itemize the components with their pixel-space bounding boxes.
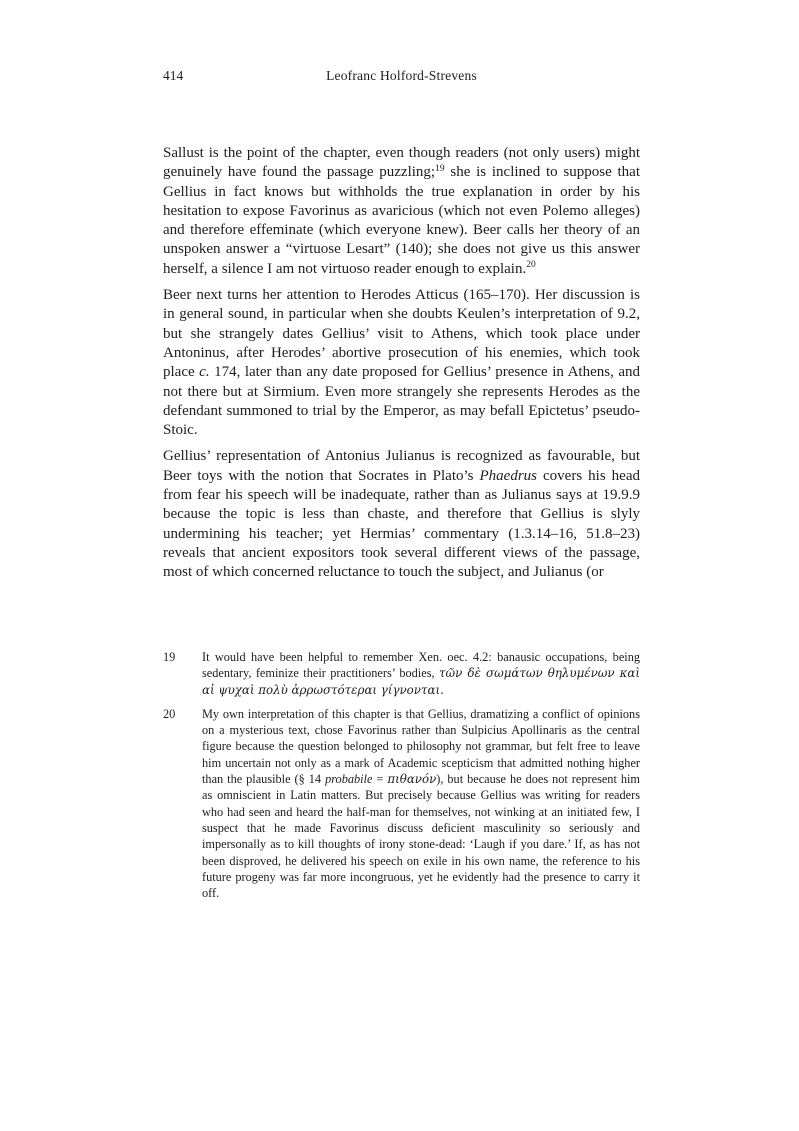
footnotes-section — [163, 649, 640, 909]
paragraph-3: Gellius’ representation of Antonius Julianus is recognized as favourable, but Beer toys with the notion that Socrates in Plato’s Phaedrus covers his head from fear his speech will be inadequate, rather than as Julianus says at 19.9.9 because the topic is less than chaste, and therefore that Gellius is slyly undermining his teacher; yet Hermias’ commentary (1.3.14–16, 51.8–23) reveals that ancient expositors took several different views of the passage, most of which concerned reluctance to touch the subject, and Julianus (or — [163, 448, 640, 581]
paragraph-1: Sallust is the point of the chapter, even though readers (not only users) might genuinely have found the passage puzzling;$^{19}$ she is inclined to suppose that Gellius in fact knows but withholds the true explanation in order by his hesitation to expose Favorinus as avaricious (which not even Polemo alleges) and therefore effeminate (which everyone knew). Beer calls her theory of an unspoken answer a “virtuose Lesart” (140); she does not give us this answer herself, a silence I am not virtuoso reader enough to explain.$^{20}$ — [163, 145, 640, 277]
page-header — [163, 68, 640, 86]
main-text — [163, 144, 640, 590]
footnote-20 — [163, 706, 640, 902]
page-number: 414 — [163, 68, 184, 83]
running-head: Leofranc Holford-Strevens — [326, 68, 477, 83]
paragraph-2: Beer next turns her attention to Herodes Atticus (165–170). Her discussion is in general sound, in particular when she doubts Keulen’s interpretation of 9.2, but she strangely dates Gellius’ visit to Athens, which took place under Antoninus, after Herodes’ abortive prosecution of his enemies, which took place c. 174, later than any date proposed for Gellius’ presence in Athens, and not there but at Sirmium. Even more strangely she represents Herodes as the defendant summoned to trial by the Emperor, as may befall Epictetus’ pseudo-Stoic. — [163, 287, 640, 439]
footnote-20-number: 20 — [163, 706, 176, 721]
footnote-19-number: 19 — [163, 650, 176, 664]
footnote-19 — [163, 649, 640, 698]
footnote-19-text: It would have been helpful to remember Xen. oec. 4.2: banausic occupations, being sedentary, feminize their practitioners’ bodies, τῶν δὲ σωμάτων θηλυμένων καὶ αἱ ψυχαὶ πολὺ ἀρρωστότεραι γίγνονται. — [202, 650, 640, 697]
footnote-20-text: My own interpretation of this chapter is that Gellius, dramatizing a conflict of opinions on a mysterious text, chose Favorinus rather than Sulpicius Apollinaris as the central figure because the question belonged to philosophy not grammar, but felt free to leave him uncertain not only as a mark of Academic scepticism that admitted nothing higher than the plausible (§ 14 probabile = πιθανόν), but because he does not represent him as omniscient in Latin matters. But precisely because Gellius was writing for readers who had seen and heard the half-man for themselves, not winking at an initiated few, I suspect that he made Favorinus discuss deficient masculinity so seriously and impersonally as to kill thoughts of irony stone-dead: ‘Laugh if you dare.’ If, as has not been disproved, he delivered his speech on exile in his own name, the reference to his future progeny was far more incongruous, yet he evidently had the presence to carry it off. — [202, 706, 640, 901]
